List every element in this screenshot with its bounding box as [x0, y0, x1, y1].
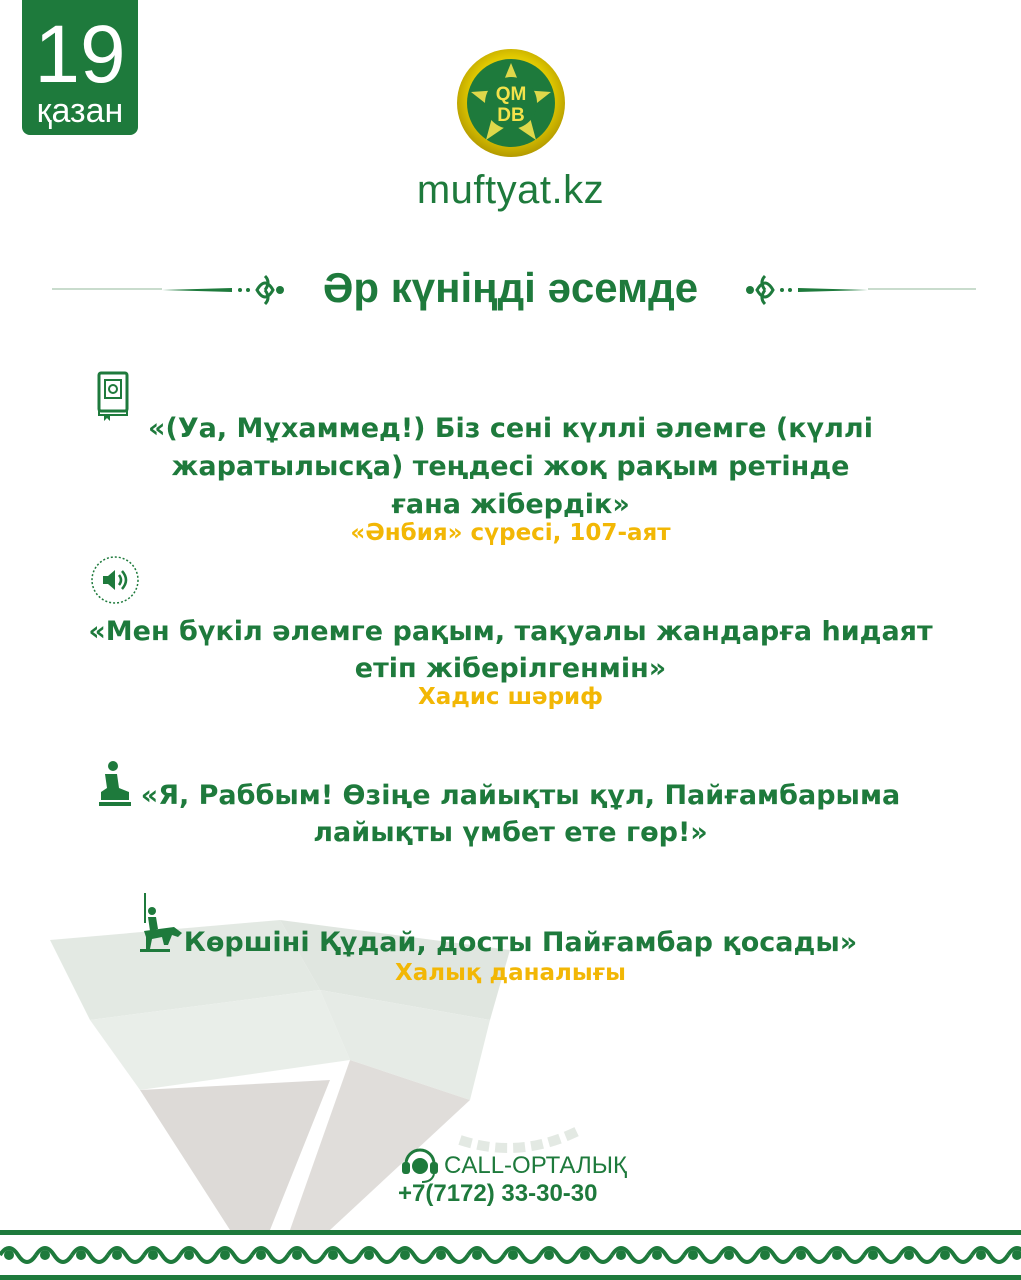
ornament-dot	[690, 1252, 696, 1258]
ornament-dot	[438, 1252, 444, 1258]
hadith-source: Хадис шәриф	[417, 684, 603, 710]
wisdom-source: Халық даналығы	[395, 960, 626, 986]
call-center[interactable]	[398, 1140, 628, 1210]
quran-line-3: ғана жібердік»	[391, 489, 630, 520]
call-center-label: CALL-ОРТАЛЫҚ	[444, 1152, 627, 1179]
hadith-line-2: етіп жіберілгенмін»	[354, 653, 667, 684]
ornament-dot	[978, 1252, 984, 1258]
ornament-dot	[114, 1252, 120, 1258]
ornament-dot	[150, 1252, 156, 1258]
ornament-dot	[942, 1252, 948, 1258]
ornament-dot	[186, 1252, 192, 1258]
site-name: muftyat.kz	[416, 168, 605, 212]
ornament-dot	[726, 1252, 732, 1258]
muftyat-logo	[456, 48, 566, 158]
quran-source: «Әнбия» сүресі, 107-аят	[350, 520, 671, 546]
ornament-dot	[870, 1252, 876, 1258]
ornament-dot	[6, 1252, 12, 1258]
ornament-dot	[294, 1252, 300, 1258]
ornament-dot	[258, 1252, 264, 1258]
ornament-dot	[222, 1252, 228, 1258]
date-day: 19	[34, 9, 126, 100]
ornament-dot	[906, 1252, 912, 1258]
ornament-dot	[798, 1252, 804, 1258]
ornament-dot	[582, 1252, 588, 1258]
date-month: қазан	[36, 92, 124, 130]
bottom-ornament-border	[0, 1230, 1021, 1280]
ornament-dot	[618, 1252, 624, 1258]
ornament-dot	[834, 1252, 840, 1258]
logo-text-top: QM	[495, 84, 527, 105]
hadith-line-1: «Мен бүкіл әлемге рақым, тақуалы жандарға һидаят	[88, 616, 933, 647]
headset-icon	[398, 1140, 442, 1184]
ornament-dot	[546, 1252, 552, 1258]
wisdom-line-1: Көршіні Құдай, досты Пайғамбар қосады»	[183, 927, 858, 958]
ornament-dot	[78, 1252, 84, 1258]
date-badge	[22, 0, 138, 135]
dua-line-1: «Я, Раббым! Өзіңе лайықты құл, Пайғамбарыма	[140, 780, 901, 811]
title-row	[0, 258, 1021, 318]
quran-line-2: жаратылысқа) теңдесі жоқ рақым ретінде	[171, 451, 850, 482]
ornament-dot	[42, 1252, 48, 1258]
ornament-dot	[366, 1252, 372, 1258]
dua-line-2: лайықты үмбет ете гөр!»	[313, 817, 708, 848]
quran-line-1: «(Уа, Мұхаммед!) Біз сені күллі әлемге (күллі	[148, 413, 873, 444]
ornament-dot	[1014, 1252, 1020, 1258]
speaker-icon	[90, 555, 140, 605]
ornament-dot	[330, 1252, 336, 1258]
ornament-dot	[474, 1252, 480, 1258]
logo-text-bottom: DB	[497, 105, 525, 126]
call-center-phone[interactable]: +7(7172) 33-30-30	[398, 1180, 598, 1207]
ornament-dot	[762, 1252, 768, 1258]
ornament-dot	[510, 1252, 516, 1258]
page-title: Әр күніңді әсемде	[322, 264, 699, 311]
ornament-dot	[402, 1252, 408, 1258]
ornament-dot	[654, 1252, 660, 1258]
